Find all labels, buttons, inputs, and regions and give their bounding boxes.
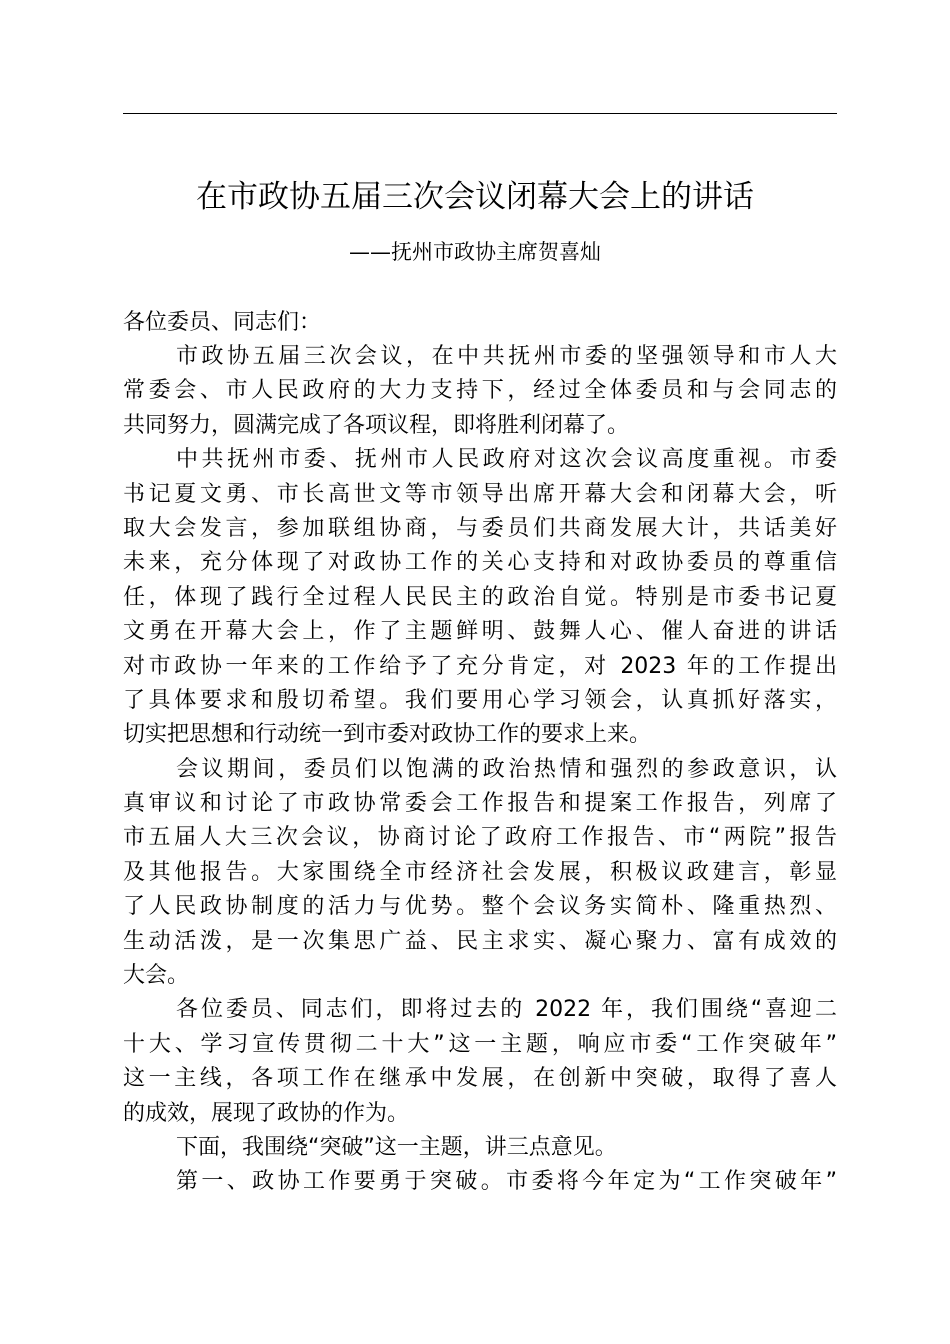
text-line: 文勇在开幕大会上，作了主题鲜明、鼓舞人心、催人奋进的讲话 (123, 619, 837, 645)
text-line: 共同努力，圆满完成了各项议程，即将胜利闭幕了。 (123, 412, 630, 438)
text-line: 切实把思想和行动统一到市委对政协工作的要求上来。 (123, 722, 652, 748)
text-line: 市政协五届三次会议，在中共抚州市委的坚强领导和市人大 (176, 344, 837, 369)
text-line: 对市政协一年来的工作给予了充分肯定，对 2023 年的工作提出 (123, 653, 837, 679)
text-line: 任，体现了践行全过程人民民主的政治自觉。特别是市委书记夏 (123, 584, 837, 610)
document-byline: ——抚州市政协主席贺喜灿 (349, 240, 601, 264)
text-line: 第一、政协工作要勇于突破。市委将今年定为“工作突破年” (176, 1169, 837, 1195)
text-line: 各位委员、同志们，即将过去的 2022 年，我们围绕“喜迎二 (176, 997, 837, 1023)
text-line: 中共抚州市委、抚州市人民政府对这次会议高度重视。市委 (176, 447, 837, 473)
text-line: 书记夏文勇、市长高世文等市领导出席开幕大会和闭幕大会，听 (123, 481, 837, 507)
header-rule (123, 113, 837, 114)
text-line: 十大、学习宣传贯彻二十大”这一主题，响应市委“工作突破年” (123, 1031, 837, 1057)
text-line: 这一主线，各项工作在继承中发展，在创新中突破，取得了喜人 (123, 1066, 837, 1092)
text-line: 市五届人大三次会议，协商讨论了政府工作报告、市“两院”报告 (123, 825, 837, 851)
text-line: 常委会、市人民政府的大力支持下，经过全体委员和与会同志的 (123, 378, 837, 404)
text-line: 取大会发言，参加联组协商，与委员们共商发展大计，共话美好 (123, 515, 837, 541)
text-line: 会议期间，委员们以饱满的政治热情和强烈的参政意识，认 (176, 756, 837, 782)
text-line: 真审议和讨论了市政协常委会工作报告和提案工作报告，列席了 (123, 791, 837, 817)
text-line: 大会。 (123, 963, 190, 989)
text-line: 及其他报告。大家围绕全市经济社会发展，积极议政建言，彰显 (123, 859, 837, 885)
speech-body (123, 340, 837, 1200)
text-line: 生动活泼，是一次集思广益、民主求实、凝心聚力、富有成效的 (123, 928, 837, 954)
text-line: 的成效，展现了政协的作为。 (123, 1100, 410, 1126)
text-line: 下面，我围绕“突破”这一主题，讲三点意见。 (176, 1134, 617, 1160)
salutation: 各位委员、同志们： (123, 310, 322, 335)
text-line: 了具体要求和殷切希望。我们要用心学习领会，认真抓好落实， (123, 687, 837, 713)
document-title: 在市政协五届三次会议闭幕大会上的讲话 (196, 179, 754, 215)
text-line: 了人民政协制度的活力与优势。整个会议务实简朴、隆重热烈、 (123, 894, 837, 920)
text-line: 未来，充分体现了对政协工作的关心支持和对政协委员的尊重信 (123, 550, 837, 576)
